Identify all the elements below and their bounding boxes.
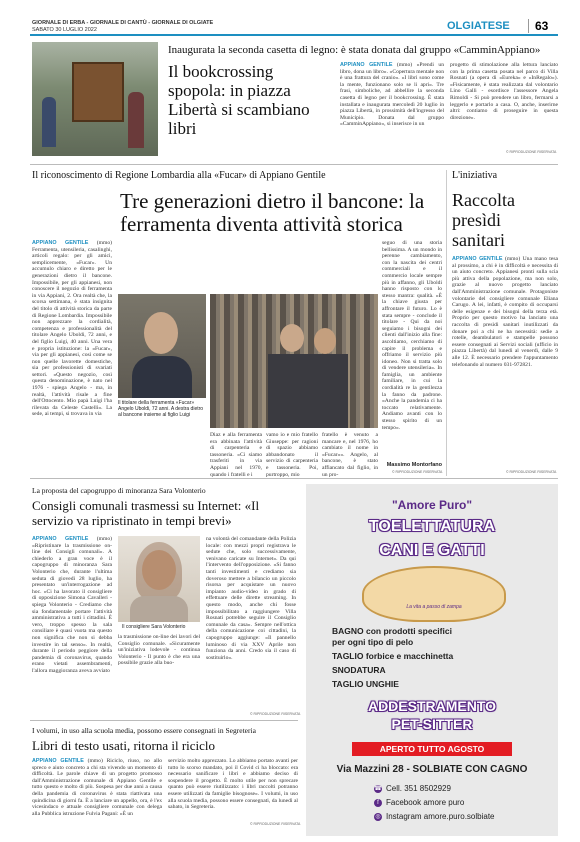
ad-facebook [374, 798, 554, 807]
article5-kicker: I volumi, in uso alla scuola media, possono essere consegnati in Segreteria [32, 726, 256, 735]
divider [30, 164, 558, 165]
shirt-shape [130, 596, 188, 622]
article3-kicker: L'iniziativa [452, 170, 498, 181]
phone-icon: ☎ [374, 785, 382, 792]
article3-title: Raccolta presìdi sanitari [452, 190, 515, 250]
article3-body-text: (mmo) Una mano tesa al prossimo, a chi è in difficoltà e necessita di un aiuto concreto. Appianesi pronti sulla scia più attiva della popolazione, ma non solo, grazie al nuovo progetto lanciato dall'Amministrazione comunale. Protagoniste volontarie del consigliere comunale Eliana Carugo. A lei, infatti, è compito di occuparsi delle esigenze e dei bisogni della terza età. Proprio per questo motivo ha lanciato una raccolta di presìdi sanitari inutilizzati da donare poi a chi ne ha necessità: sedie a rotelle, deambulatori e stampelle possono essere consegnati ai Servizi sociali (ufficio in piazza Libertà) dal lunedì al venerdì, dalle 9 alle 12. È necessario prendere l'appuntamento telefonando al numero 031-972821. [452, 256, 558, 368]
article5-copyright: © RIPRODUZIONE RISERVATA [250, 822, 301, 826]
ad-instagram [374, 812, 554, 821]
article4-copyright: © RIPRODUZIONE RISERVATA [250, 712, 301, 716]
article5-col2: servizio molto apprezzato. Lo abbiamo portato avanti per tutto lo scorso mandato, poi il Covid ci ha bloccato: era necessario sanificare i libri e abbiamo deciso di sospendere il progetto. È molto utile per non sprecare quanto può essere riutilizzato: i libri raccolti potranno essere utilizzati da famiglie bisognose». I volumi, in uso alla scuola media, possono essere consegnati, da lunedì al sabato, in Segreteria. [168, 758, 298, 811]
divider [446, 170, 447, 476]
article2-col1 [32, 240, 112, 468]
article2-lead: APPIANO GENTILE [32, 240, 89, 246]
article2-author: Massimo Montorfano [386, 462, 442, 468]
article4-lead: APPIANO GENTILE [32, 536, 89, 542]
article2-copyright: © RIPRODUZIONE RISERVATA [392, 470, 443, 474]
ad-phone [374, 784, 554, 793]
article4-col3: na volontà del comandante della Polizia locale: con mezzi propri registrava le sedute che, solo successivamente, venivano caricate su Internet». Da qui l'intervento dell'opposizione. «Si fanno tanti investimenti e crediamo sia doveroso mettere a bilancio un piccolo risorsa per acquistare un nuovo impianto audio-video in grado di effettuare delle dirette streaming. In questo modo, anche chi fosse impossibilitato a raggiungere Villa Rosnati potrebbe seguire il Consiglio comunale da casa». Sempre nell'ottica della comunicazione coi cittadini, la capogruppo aggiunge: «Il pannello luminoso di via XXV Aprile non funziona da anni. Credo sia il caso di sostituirlo». [206, 536, 296, 661]
divider [30, 478, 558, 479]
ad-headline-1: TOELETTATURA [368, 518, 496, 535]
ad-sign-text: La vita a passo di zampa [406, 604, 462, 610]
article2-col5: seguo di una storia bellissima. A un mondo in perenne cambiamento, con la nascita dei centri commerciali e il commercio locale sempre più in affanno, gli Uboldi hanno risposto con lo stesso mantra: qualità. «È la chiave giusta per affrontare il futuro. Lo è stata sempre - conclude il titolare - Qui da noi seguiamo i bisogni dei clienti dall'inizio alla fine: ascoltiamo, cerchiamo di capire il problema e offriamo il servizio più idoneo. Non si tratta solo di vendere utensileria». In famiglia, un ambiente familiare, in cui la cordialità re la gentilezza la fanno da padrone. «Anche la pandemia ci ha toccato relativamente. Andiamo avanti con lo stesso spirito di un tempo». [382, 240, 442, 431]
ad-service-2: TAGLIO forbice e macchinetta [332, 651, 454, 661]
hair-shape [136, 542, 182, 600]
ad-facebook-text: Facebook amore puro [386, 798, 465, 807]
shirt-shape [132, 356, 192, 398]
article3-lead: APPIANO GENTILE [452, 256, 503, 262]
ad-service-1b: per ogni tipo di pelo [332, 637, 414, 647]
face-shape [314, 328, 336, 354]
divider [528, 19, 529, 33]
article1-col2: progetto di stimolazione alla lettura lanciato con la prima casetta posata nel parco di Villa Rosnati (a opera di «Eureka» e «InRegalo»). «Fisicamente, è stata realizzata dal volontario Lino Galli - esordisce l'assessore Angela Rimoldi - Si può prendere un libro, fermarsi a leggerlo e portarlo a casa. O, anche, inserirne altri: contiamo di proseguire in questa direzione». [450, 62, 558, 121]
facebook-icon: f [374, 799, 382, 807]
article2-kicker: Il riconoscimento di Regione Lombardia alla «Fucar» di Appiano Gentile [32, 170, 326, 181]
councillor-photo [118, 536, 200, 622]
divider [30, 720, 298, 721]
ad-open-banner: APERTO TUTTO AGOSTO [352, 742, 512, 756]
article2-col2: Diaz e alla ferramenta era abbinata l'attività di carpenteria e tassoneria. «Ci siamo trasferiti in via Appiani nel 1970, quando i fratelli e i [210, 432, 262, 478]
person-shape [42, 97, 56, 147]
section-title: OLGIATESE [447, 20, 510, 32]
article2-col4: fratello è venuto a mancare e, nel 1976, ho cambiato il nome in «Fucar»». Angelo, al bancone, è stato affiancato dal figlio, in un pro- [322, 432, 378, 478]
article4-title: Consigli comunali trasmessi su Internet: «Il servizio va ripristinato in tempi brevi» [32, 498, 260, 528]
article1-col1 [340, 62, 444, 148]
header-bar [30, 34, 558, 36]
article5-lead: APPIANO GENTILE [32, 758, 84, 764]
article1-title: Il bookcrossing spopola: in piazza Libertà si scambiano libri [168, 62, 310, 138]
owner-photo [118, 294, 206, 398]
masthead-date: SABATO 30 LUGLIO 2022 [32, 27, 97, 33]
ad-service-4: TAGLIO UNGHIE [332, 679, 399, 689]
article2-col1-text: (mmo) Ferramenta, utensileria, casalinghi, articoli regalo: per gli amici, semplicemente, «Fucar». Un accumulo chiaro e diretto per le generazioni dietro il bancone. Impossibile, per gli appianesi, non conoscere il negozio di ferramenta in via Appiani, 2. Ora realtà che, la scorsa settimana, è stata insignita del titolo di attività storica da parte di Regione Lombardia. Impossibile non apprezzare la cordialità, competenza e professionalità del titolare Angelo Uboldi, 72 anni, e del figlio Luigi, 40 anni. Una vera e propria istituzione: la «Fucar», via per gli appianesi, così come se non quelle lavorette domestiche, sia per professionisti di svariati settori. «Questo negozio, così questa denominazione, è nato nel 1976 - spiega Angelo - ma, in realtà, l'attività risale a fine dell'Ottocento. Mio papà Luigi l'ha rilevata da Celeste Castelli». La sede, ai tempi, si trovava in via [32, 240, 112, 418]
ad-service-3: SNODATURA [332, 665, 386, 675]
ad-pet-1: ADDESTRAMENTO [367, 698, 497, 714]
face-shape [144, 312, 178, 354]
article5-title: Libri di testo usati, ritorna il riciclo [32, 738, 216, 753]
ad-instagram-text: Instagram amore.puro.solbiate [386, 812, 495, 821]
article1-kicker: Inaugurata la seconda casetta di legno: è stata donata dal gruppo «CamminAppiano» [168, 44, 541, 56]
ad-headline-2: CANI E GATTI [379, 542, 485, 559]
article5-col1 [32, 758, 162, 830]
article4-col2: la trasmissione on-line dei lavori del Consiglio comunale. «Sicuramente un'iniziativa lodevole - continua Volonterio - Il punto è che era una possibile grazie alla buo- [118, 634, 200, 667]
masthead-papers: GIORNALE DI ERBA - GIORNALE DI CANTÙ - GIORNALE DI OLGIATE [32, 20, 214, 26]
ad-brand: "Amore Puro" [391, 498, 473, 512]
counter-shape [268, 354, 348, 428]
article3-copyright: © RIPRODUZIONE RISERVATA [506, 470, 557, 474]
article4-col1-text: (mmo) «Ripristinare la trasmissione on-line dei Consigli comunali». A chiederlo a gran voce è il capogruppo di minoranza Sara Volonterio che, durante l'ultima seduta di giovedì 28 luglio, ha presentato un'interrogazione ad hoc. «Ci ha lavorato il consigliere di opposizione Simona Cavalleri - spiega Volonterio - Crediamo che sia fondamentale portare l'attività amministrativa a tutti i cittadini. È vero, troppo spesso la sala consiliare è quasi vuota ma questo non significa che non si debba investire in tal senso». In realtà, durante il periodo peggiore della pandemia di coronavirus, quando erano vietati assembramenti, l'allora maggioranza aveva avviato [32, 536, 112, 674]
article2-caption: Il titolare della ferramenta «Fucar» Angelo Uboldi, 72 anni. A destra dietro al bancone insieme al figlio Luigi [118, 400, 204, 418]
article1-copyright: © RIPRODUZIONE RISERVATA [506, 150, 557, 154]
bookcrossing-photo [32, 42, 158, 156]
page-number: 63 [535, 19, 549, 33]
article1-lead: APPIANO GENTILE [340, 62, 393, 68]
masthead [32, 20, 332, 34]
shop-photo [210, 294, 378, 428]
article5-col1-text: (mmo) Riciclo, riuso, no allo spreco e aiuto concreto a chi sta vivendo un momento di difficoltà. Le parole chiave di un progetto promosso dall'Amministrazione comunale di Appiano Gentile e tutto questo e molto di più. Sospesa per due anni a causa della pandemia di coronavirus è stata riattivata una quindicina di giorni fa. È a lanciare un appello, ora, è l'ex vicesindaco e attuale consigliere comunale con delega alla Pubblica istruzione Fulvia Pagani: «È un [32, 758, 162, 817]
article1-col1-text: (mmo) «Prendi un libro, dona un libro». «Copertura mentale non è una frattura del cranio». «I libri sono come la mente, funzionano solo se li apri». Tre frasi, simboliche, ad abbellire la seconda casetta di legno per il bookcrossing. È stata installata e inaugurata mercoledì 20 luglio in piazza Libertà, in prossimità dell'ingresso del Municipio. Donata dal gruppo «CamminAppiano», si inserisce in un [340, 62, 444, 128]
ad-service-1a: BAGNO con prodotti specifici [332, 626, 452, 636]
face-shape [280, 324, 304, 352]
ad-pet-2: PET-SITTER [391, 716, 473, 732]
article2-col3: vamo io e mio fratello Giuseppe: per ragioni di spazio abbiamo abbandonato il servizio di carpenteria e tassoneria. Poi, purtroppo, mio [266, 432, 318, 478]
person-shape [128, 92, 144, 148]
article4-caption: Il consigliere Sara Volonterio [122, 624, 186, 630]
article4-kicker: La proposta del capogruppo di minoranza Sara Volonterio [32, 486, 206, 495]
article3-body [452, 256, 558, 464]
article2-title: Tre generazioni dietro il bancone: la ferramenta diventa attività storica [120, 189, 425, 236]
instagram-icon: ◎ [375, 813, 381, 820]
dog-cat-sign [362, 566, 506, 622]
article4-col1 [32, 536, 112, 714]
advertisement [306, 484, 558, 836]
ad-address: Via Mazzini 28 - SOLBIATE CON CAGNO [336, 764, 528, 775]
ad-phone-text: Cell. 351 8502929 [386, 784, 451, 793]
wooden-house-shape [72, 62, 124, 122]
